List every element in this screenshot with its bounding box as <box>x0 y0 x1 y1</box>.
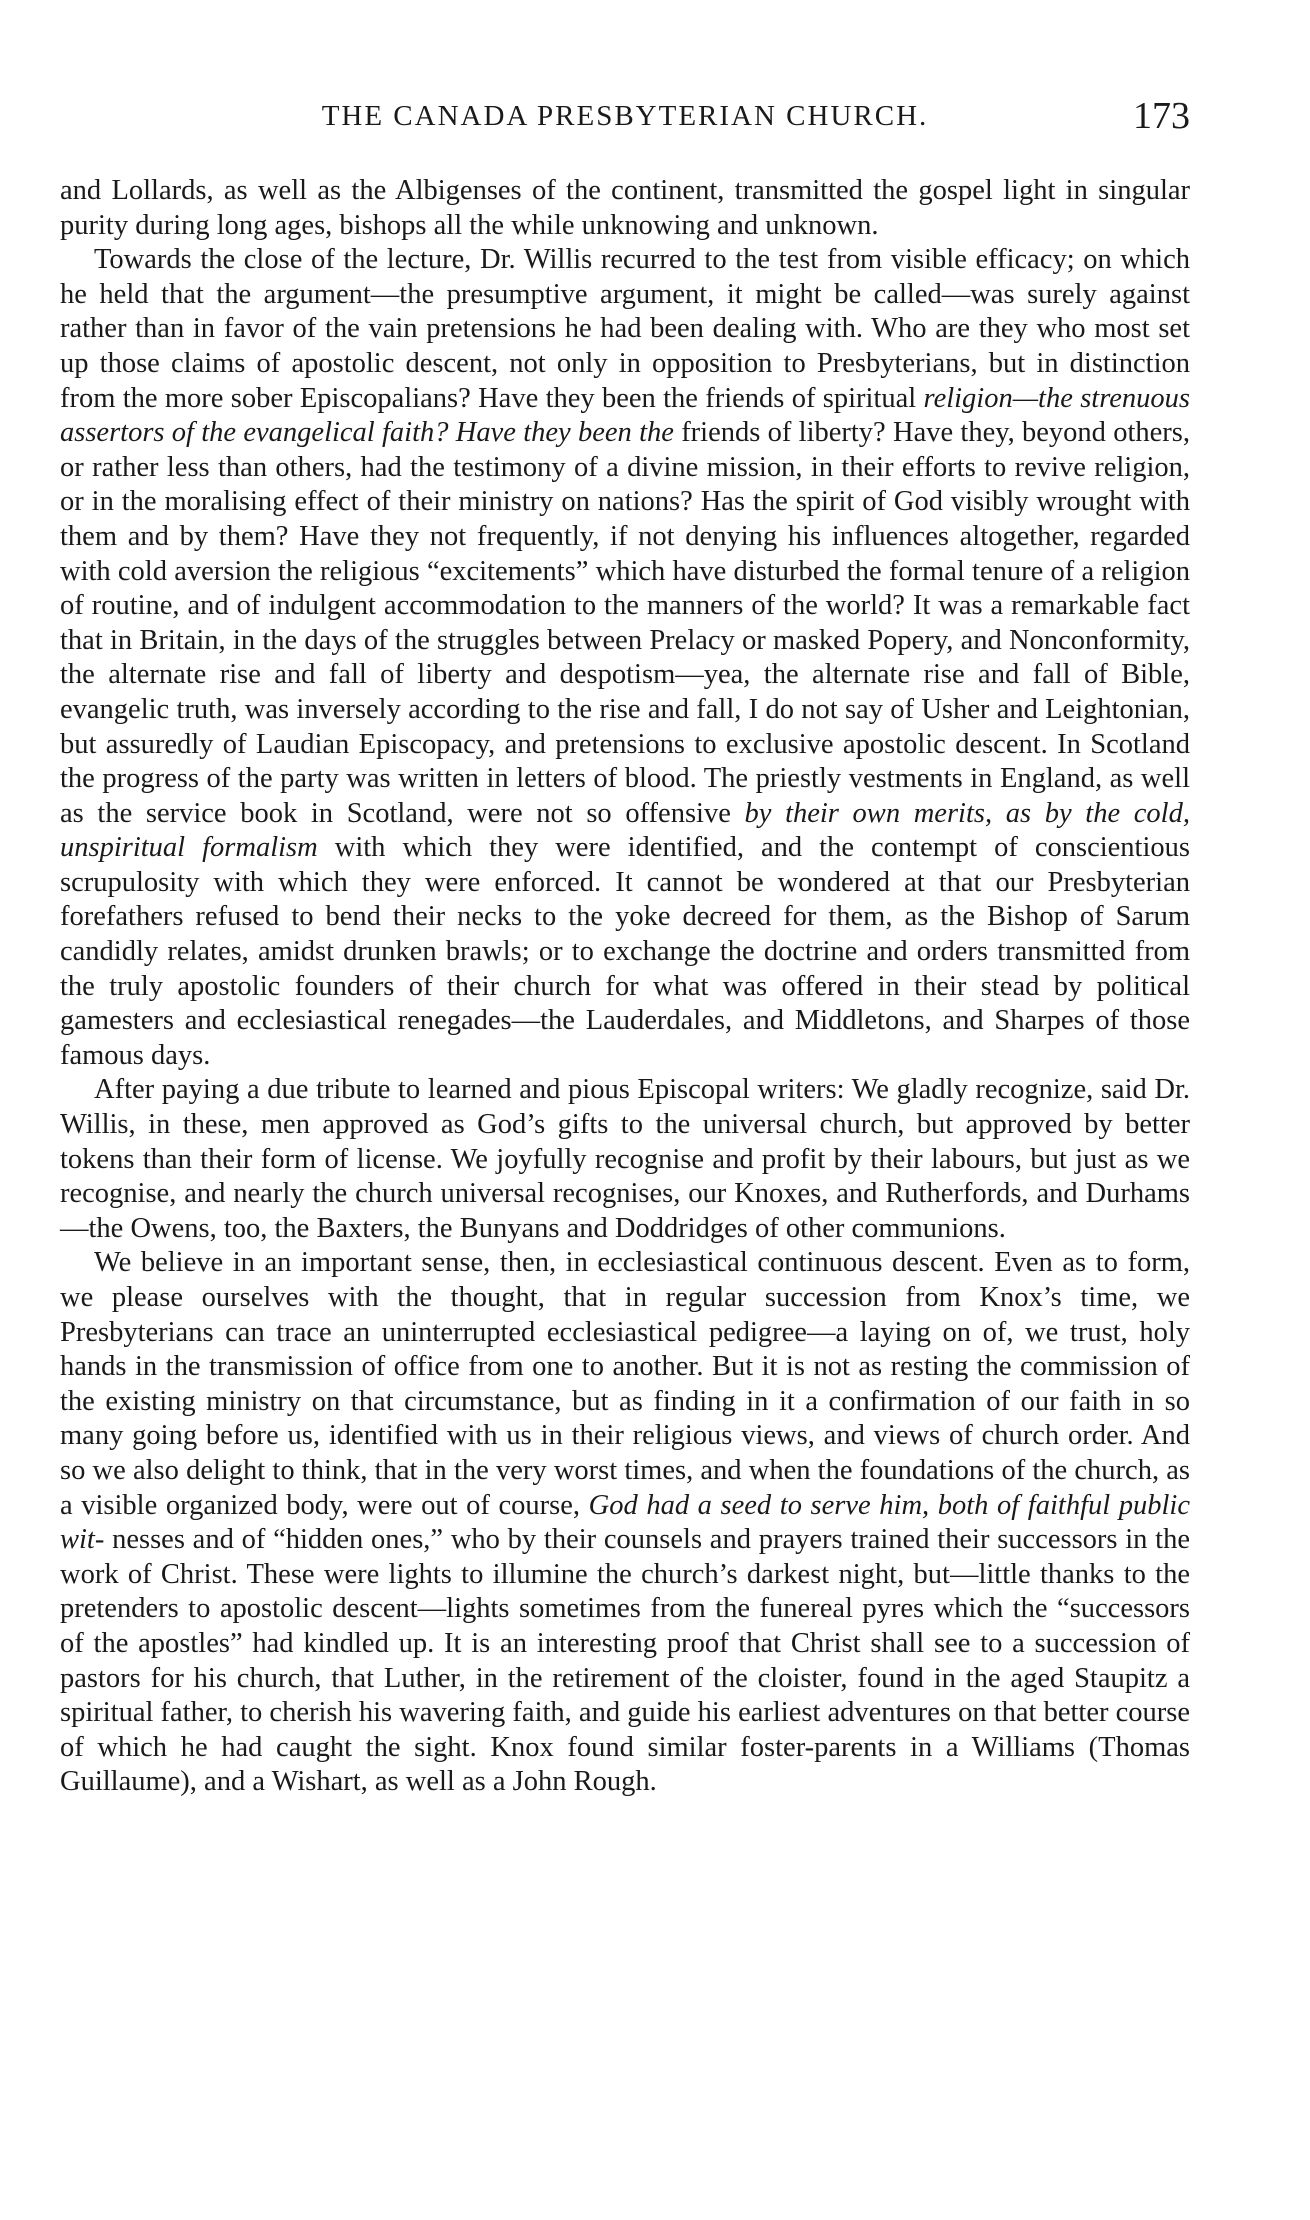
paragraph-4 <box>60 1246 1190 1800</box>
paragraph-2-text-b: friends of liberty? Have they, beyond others, or rather less than others, had the testimony of a divine mission, in their efforts to revive religion, or in the moralising effect of their ministry on nations? Has the spirit of God visibly wrought with them and by them? Have they not frequently, if not denying his influences altogether, regarded with cold aversion the religious “excitements” which have disturbed the formal tenure of a religion of routine, and of indulgent accommodation to the manners of the world? It was a remarkable fact that in Britain, in the days of the struggles between Prelacy or masked Popery, and Nonconformity, the alternate rise and fall of liberty and despotism—yea, the alternate rise and fall of Bible, evangelic truth, was inversely according to the rise and fall, I do not say of Usher and Leightonian, but assuredly of Laudian Episcopacy, and pretensions to exclusive apostolic descent. In Scotland the progress of the party was written in letters of blood. The priestly vestments in England, as well as the service book in Scotland, were not so offensive <box>60 417 1190 829</box>
paragraph-2-text-c: with which they were identified, and the contempt of conscientious scrupulosity with which they were enforced. It cannot be wondered at that our Presbyterian forefathers refused to bend their necks to the yoke decreed for them, as the Bishop of Sarum candidly relates, amidst drunken brawls; or to exchange the doctrine and orders transmitted from the truly apostolic founders of their church for what was offered in their stead by political gamesters and ecclesiastical renegades—the Lauderdales, and Middletons, and Sharpes of those famous days. <box>60 832 1190 1071</box>
paragraph-3-text: After paying a due tribute to learned and pious Episcopal writers: We gladly recognize, said Dr. Willis, in these, men approved as God’s gifts to the universal church, but approved by better tokens than their form of license. We joyfully recognise and profit by their labours, but just as we recognise, and nearly the church universal recognises, our Knoxes, and Rutherfords, and Durhams—the Owens, too, the Baxters, the Bunyans and Doddridges of other communions. <box>60 1074 1190 1244</box>
running-title: THE CANADA PRESBYTERIAN CHURCH. <box>321 100 929 132</box>
paragraph-2-italic-1: religion—the strenuous assertors of the evangelical faith? Have they been the <box>60 382 1190 449</box>
paragraph-3 <box>60 1073 1190 1246</box>
page-number: 173 <box>1133 95 1190 137</box>
paragraph-1-text: and Lollards, as well as the Albigenses of the continent, transmitted the gospel light in singular purity during long ages, bishops all the while unknowing and unknown. <box>60 175 1190 241</box>
body-text <box>60 174 1190 1800</box>
paragraph-4-text-a: We believe in an important sense, then, in ecclesiastical continuous descent. Even as to form, we please ourselves with the thought, that in regular succession from Knox’s time, we Presbyterians can trace an uninterrupted ecclesiastical pedigree—a laying on of, we trust, holy hands in the transmission of office from one to another. But it is not as resting the commission of the existing ministry on that circumstance, but as finding in it a confirmation of our faith in so many going before us, identified with us in their religious views, and views of church order. And so we also delight to think, that in the very worst times, and when the foundations of the church, as a visible organized body, were out of course, <box>60 1247 1190 1521</box>
paragraph-4-text-b: nesses and of “hidden ones,” who by their counsels and prayers trained their successors in the work of Christ. These were lights to illumine the church’s darkest night, but—little thanks to the pretenders to apostolic descent—lights sometimes from the funereal pyres which the “successors of the apostles” had kindled up. It is an interesting proof that Christ shall see to a succession of pastors for his church, that Luther, in the retirement of the cloister, found in the aged Staupitz a spiritual father, to cherish his wavering faith, and guide his earliest adventures on that better course of which he had caught the sight. Knox found similar foster-parents in a Williams (Thomas Guillaume), and a Wishart, as well as a John Rough. <box>60 1524 1190 1798</box>
paragraph-2-italic-2: by their own merits, as by the cold, unspiritual formalism <box>60 797 1190 864</box>
paragraph-2-text-a: Towards the close of the lecture, Dr. Willis recurred to the test from visible efficacy; on which he held that the argument—the presumptive argument, it might be called—was surely against rather than in favor of the vain pretensions he had been dealing with. Who are they who most set up those claims of apostolic descent, not only in opposition to Presbyterians, but in distinction from the more sober Episcopalians? Have they been the friends of spiritual <box>60 244 1190 414</box>
paragraph-1 <box>60 174 1190 243</box>
paragraph-2 <box>60 243 1190 1073</box>
book-page <box>60 95 1190 1800</box>
running-head <box>60 95 1190 144</box>
paragraph-4-italic-1: God had a seed to serve him, both of faithful public wit- <box>60 1489 1190 1556</box>
